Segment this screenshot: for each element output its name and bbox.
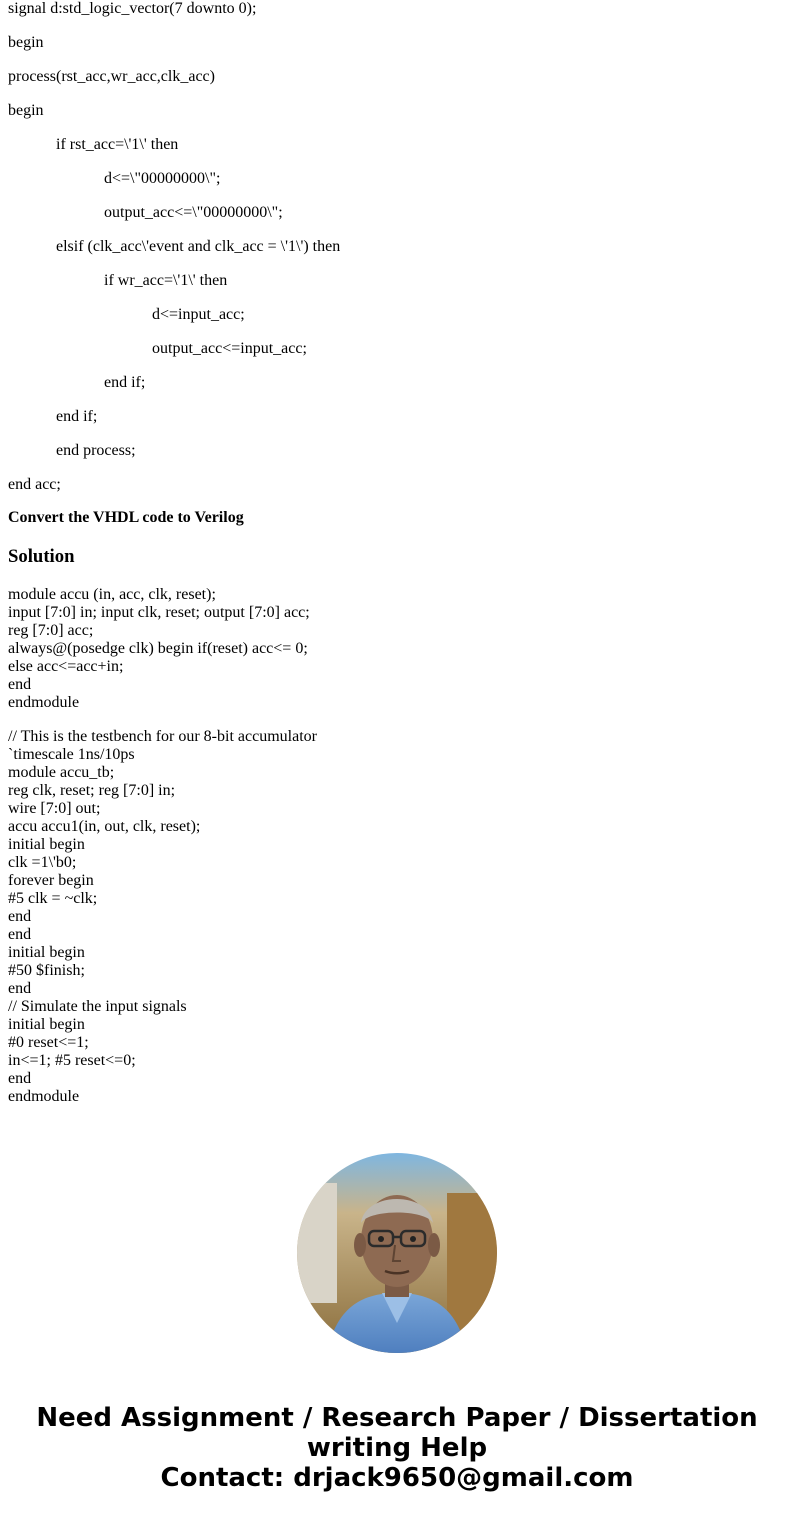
promo-line: writing Help — [306, 1433, 488, 1463]
code-line: #5 clk = ~clk; — [8, 890, 98, 907]
code-line: if wr_acc=\'1\' then — [104, 272, 228, 289]
code-line: reg clk, reset; reg [7:0] in; — [8, 782, 176, 799]
code-line: end — [8, 908, 32, 925]
code-line: initial begin — [8, 836, 85, 853]
code-line: begin — [8, 102, 44, 119]
code-line: end — [8, 926, 32, 943]
code-line: elsif (clk_acc\'event and clk_acc = \'1\') then — [56, 238, 341, 255]
code-line: end — [8, 676, 32, 693]
contact-email: Contact: drjack9650@gmail.com — [160, 1463, 634, 1493]
code-line: // Simulate the input signals — [8, 998, 187, 1015]
code-line: end acc; — [8, 476, 61, 493]
code-line: else acc<=acc+in; — [8, 658, 124, 675]
code-line: forever begin — [8, 872, 94, 889]
code-line: endmodule — [8, 1088, 80, 1105]
code-line: clk =1\'b0; — [8, 854, 77, 871]
code-line: begin — [8, 34, 44, 51]
code-line: // This is the testbench for our 8-bit accumulator — [8, 728, 317, 745]
code-line: d<=input_acc; — [152, 306, 245, 323]
code-line: if rst_acc=\'1\' then — [56, 136, 179, 153]
code-line: input [7:0] in; input clk, reset; output [7:0] acc; — [8, 604, 310, 621]
code-line: module accu (in, acc, clk, reset); — [8, 586, 216, 603]
code-line: end process; — [56, 442, 136, 459]
code-line: initial begin — [8, 944, 85, 961]
promo-line: Need Assignment / Research Paper / Dissertation — [36, 1403, 758, 1433]
author-photo — [297, 1153, 497, 1353]
code-line: end if; — [104, 374, 146, 391]
solution-heading: Solution — [8, 546, 75, 567]
code-line: in<=1; #5 reset<=0; — [8, 1052, 136, 1069]
code-line: initial begin — [8, 1016, 85, 1033]
code-line: `timescale 1ns/10ps — [8, 746, 135, 763]
code-line: always@(posedge clk) begin if(reset) acc<= 0; — [8, 640, 308, 657]
code-line: output_acc<=input_acc; — [152, 340, 307, 357]
solution-module-block — [8, 586, 310, 712]
promo-text — [0, 1403, 794, 1493]
code-line: process(rst_acc,wr_acc,clk_acc) — [8, 68, 215, 85]
code-line: #0 reset<=1; — [8, 1034, 89, 1051]
code-line: d<=\"00000000\"; — [104, 170, 221, 187]
code-line: output_acc<=\"00000000\"; — [104, 204, 283, 221]
code-line: end — [8, 1070, 32, 1087]
code-line: end if; — [56, 408, 98, 425]
solution-testbench-block — [8, 728, 317, 1106]
code-line: end — [8, 980, 32, 997]
code-line: module accu_tb; — [8, 764, 115, 781]
code-line: signal d:std_logic_vector(7 downto 0); — [8, 0, 257, 17]
code-line: #50 $finish; — [8, 962, 85, 979]
code-line: accu accu1(in, out, clk, reset); — [8, 818, 201, 835]
code-line: wire [7:0] out; — [8, 800, 101, 817]
code-line: reg [7:0] acc; — [8, 622, 94, 639]
code-line: endmodule — [8, 694, 80, 711]
question-text: Convert the VHDL code to Verilog — [8, 509, 244, 526]
